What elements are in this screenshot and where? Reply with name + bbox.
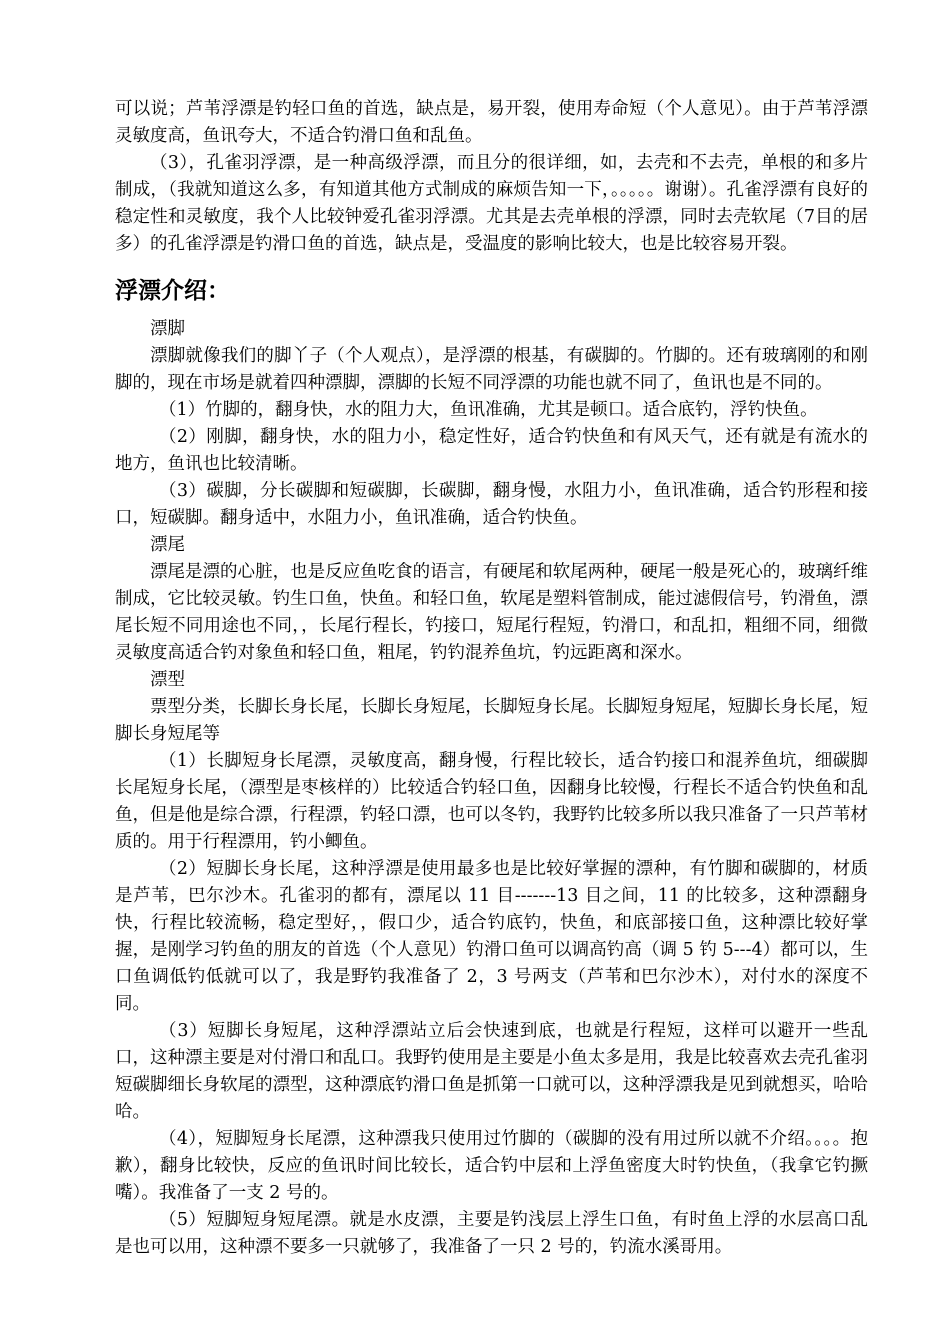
- paragraph-foot-steel: （2）刚脚，翻身快，水的阻力小，稳定性好，适合钓快鱼和有风天气，还有就是有流水的地方，鱼讯也比较清晰。: [115, 427, 868, 474]
- subheading-float-foot: 漂脚: [150, 319, 185, 339]
- paragraph-foot-intro: 漂脚就像我们的脚丫子（个人观点），是浮漂的根基，有碳脚的。竹脚的。还有玻璃刚的和刚脚的，现在市场是就着四种漂脚，漂脚的长短不同浮漂的功能也就不同了，鱼讯也是不同的。: [115, 346, 868, 393]
- paragraph-foot-bamboo: （1）竹脚的，翻身快，水的阻力大，鱼讯准确，尤其是顿口。适合底钓，浮钓快鱼。: [159, 400, 818, 420]
- paragraph-type-1: （1）长脚短身长尾漂，灵敏度高，翻身慢，行程比较长，适合钓接口和混养鱼坑，细碳脚长尾短身长尾，（漂型是枣核样的）比较适合钓轻口鱼，因翻身比较慢，行程长不适合钓快鱼和乱鱼，但是他是综合漂，行程漂，钓轻口漂，也可以冬钓，我野钓比较多所以我只准备了一只芦苇材质的。用于行程漂用，钓小鲫鱼。: [115, 751, 868, 852]
- paragraph-reed-float: 可以说；芦苇浮漂是钓轻口鱼的首选，缺点是，易开裂，使用寿命短（个人意见）。由于芦苇浮漂灵敏度高，鱼讯夸大，不适合钓滑口鱼和乱鱼。: [115, 99, 868, 146]
- paragraph-tail-intro: 漂尾是漂的心脏，也是反应鱼吃食的语言，有硬尾和软尾两种，硬尾一般是死心的，玻璃纤维制成，它比较灵敏。钓生口鱼，快鱼。和轻口鱼，软尾是塑料管制成，能过滤假信号，钓滑鱼，漂尾长短不同用途也不同，，长尾行程长，钓接口，短尾行程短，钓滑口，和乱扣，粗细不同，细微灵敏度高适合钓对象鱼和轻口鱼，粗尾，钓钓混养鱼坑，钓远距离和深水。: [115, 562, 868, 663]
- paragraph-foot-carbon: （3）碳脚，分长碳脚和短碳脚，长碳脚，翻身慢，水阻力小，鱼讯准确，适合钓形程和接口，短碳脚。翻身适中，水阻力小，鱼讯准确，适合钓快鱼。: [115, 481, 868, 528]
- paragraph-peacock-float: （3），孔雀羽浮漂，是一种高级浮漂，而且分的很详细，如，去壳和不去壳，单根的和多片制成，（我就知道这么多，有知道其他方式制成的麻烦告知一下，。。。。。谢谢）。孔雀浮漂有良好的稳定性和灵敏度，我个人比较钟爱孔雀羽浮漂。尤其是去壳单根的浮漂，同时去壳软尾（7目的居多）的孔雀浮漂是钓滑口鱼的首选，缺点是，受温度的影响比较大，也是比较容易开裂。: [115, 153, 868, 254]
- section-heading: 浮漂介绍：: [115, 278, 230, 304]
- paragraph-type-intro: 票型分类，长脚长身长尾，长脚长身短尾，长脚短身长尾。长脚短身短尾，短脚长身长尾，短脚长身短尾等: [115, 697, 868, 744]
- paragraph-type-4: （4），短脚短身长尾漂，这种漂我只使用过竹脚的（碳脚的没有用过所以就不介绍。。。。抱歉），翻身比较快，反应的鱼讯时间比较长，适合钓中层和上浮鱼密度大时钓快鱼，（我拿它钓撅嘴）。我准备了一支 2 号的。: [115, 1129, 868, 1203]
- paragraph-type-3: （3）短脚长身短尾，这种浮漂站立后会快速到底，也就是行程短，这样可以避开一些乱口，这种漂主要是对付滑口和乱口。我野钓使用是主要是小鱼太多是用，我是比较喜欢去壳孔雀羽短碳脚细长身软尾的漂型，这种漂底钓滑口鱼是抓第一口就可以，这种浮漂我是见到就想买，哈哈哈。: [115, 1021, 868, 1122]
- subheading-float-tail: 漂尾: [150, 535, 185, 555]
- subheading-float-type: 漂型: [150, 670, 185, 690]
- paragraph-type-5: （5）短脚短身短尾漂。就是水皮漂，主要是钓浅层上浮生口鱼，有时鱼上浮的水层高口乱是也可以用，这种漂不要多一只就够了，我准备了一只 2 号的，钓流水溪哥用。: [115, 1210, 868, 1257]
- paragraph-type-2: （2）短脚长身长尾，这种浮漂是使用最多也是比较好掌握的漂种，有竹脚和碳脚的，材质是芦苇，巴尔沙木。孔雀羽的都有，漂尾以 11 目-------13 目之间，11 的比较多，这种漂翻身快，行程比较流畅，稳定型好，，假口少，适合钓底钓，快鱼，和底部接口鱼，这种漂比较好掌握，是刚学习钓鱼的朋友的首选（个人意见）钓滑口鱼可以调高钓高（调 5 钓 5---4）都可以，生口鱼调低钓低就可以了，我是野钓我准备了 2，3 号两支（芦苇和巴尔沙木），对付水的深度不同。: [115, 859, 868, 1014]
